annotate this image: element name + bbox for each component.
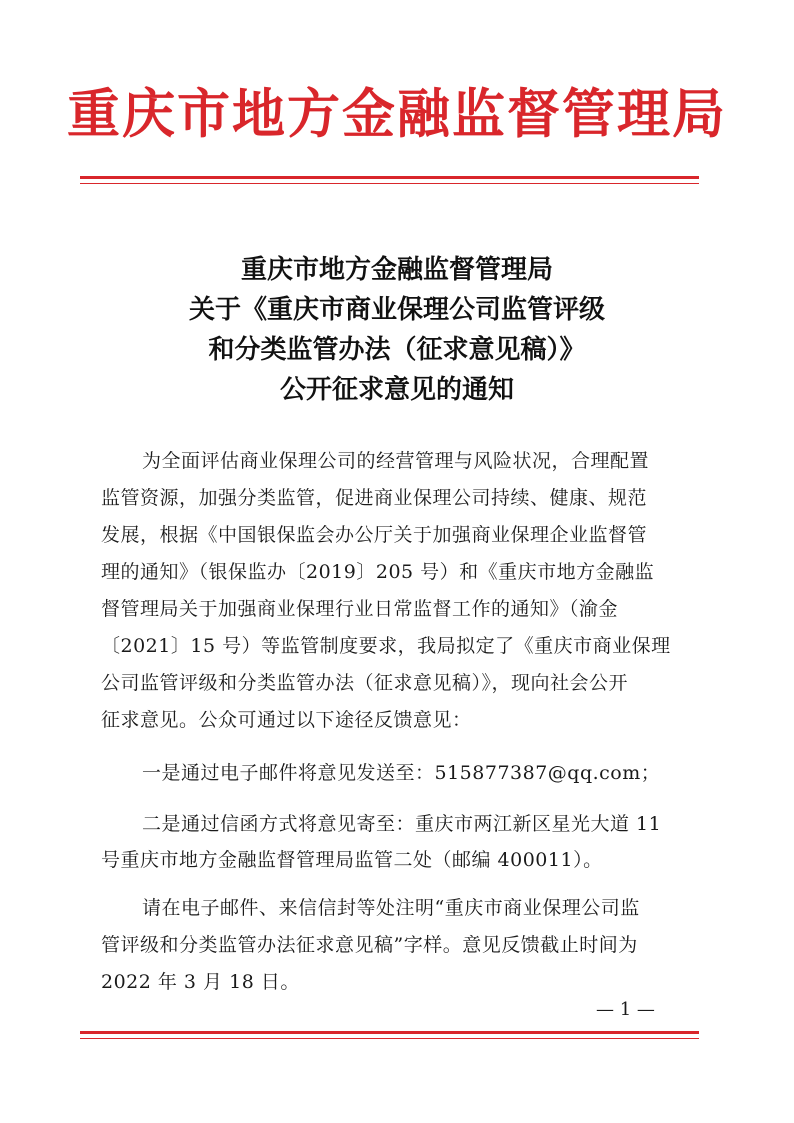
footer-divider-thick <box>80 1031 699 1034</box>
body-line: 一是通过电子邮件将意见发送至：515877387@qq.com； <box>142 762 661 784</box>
body-line: 监管资源，加强分类监管，促进商业保理公司持续、健康、规范 <box>101 487 648 509</box>
title-line-3: 和分类监管办法（征求意见稿）》 <box>208 335 586 365</box>
title-line-4: 公开征求意见的通知 <box>279 375 514 405</box>
body-line: 2022 年 3 月 18 日。 <box>101 971 300 993</box>
title-line-1: 重庆市地方金融监督管理局 <box>240 255 553 285</box>
body-line: 为全面评估商业保理公司的经营管理与风险状况，合理配置 <box>142 450 650 472</box>
letterhead-divider-thin <box>80 183 699 184</box>
letterhead-divider-thick <box>80 176 699 179</box>
body-line: 号重庆市地方金融监督管理局监管二处（邮编 400011）。 <box>101 849 603 871</box>
page-number: — 1 — <box>596 999 655 1020</box>
body-line: 二是通过信函方式将意见寄至：重庆市两江新区星光大道 11 <box>142 813 662 835</box>
body-line: 发展，根据《中国银保监会办公厅关于加强商业保理企业监督管 <box>101 524 648 546</box>
body-line: 征求意见。公众可通过以下途径反馈意见： <box>101 709 472 731</box>
document-title <box>0 250 794 410</box>
footer-divider-thin <box>80 1038 699 1039</box>
body-line: 公司监管评级和分类监管办法（征求意见稿）》，现向社会公开 <box>101 672 629 694</box>
body-line: 请在电子邮件、来信信封等处注明“重庆市商业保理公司监 <box>142 897 640 919</box>
title-line-2: 关于《重庆市商业保理公司监管评级 <box>188 295 605 325</box>
body-line: 督管理局关于加强商业保理行业日常监督工作的通知》（渝金 <box>101 598 619 620</box>
body-line: 管评级和分类监管办法征求意见稿”字样。意见反馈截止时间为 <box>101 934 638 956</box>
letterhead-org-name: 重庆市地方金融监督管理局 <box>67 84 727 145</box>
body-line: 理的通知》（银保监办〔2019〕205 号）和《重庆市地方金融监 <box>101 561 655 583</box>
body-line: 〔2021〕15 号）等监管制度要求，我局拟定了《重庆市商业保理 <box>101 635 671 657</box>
